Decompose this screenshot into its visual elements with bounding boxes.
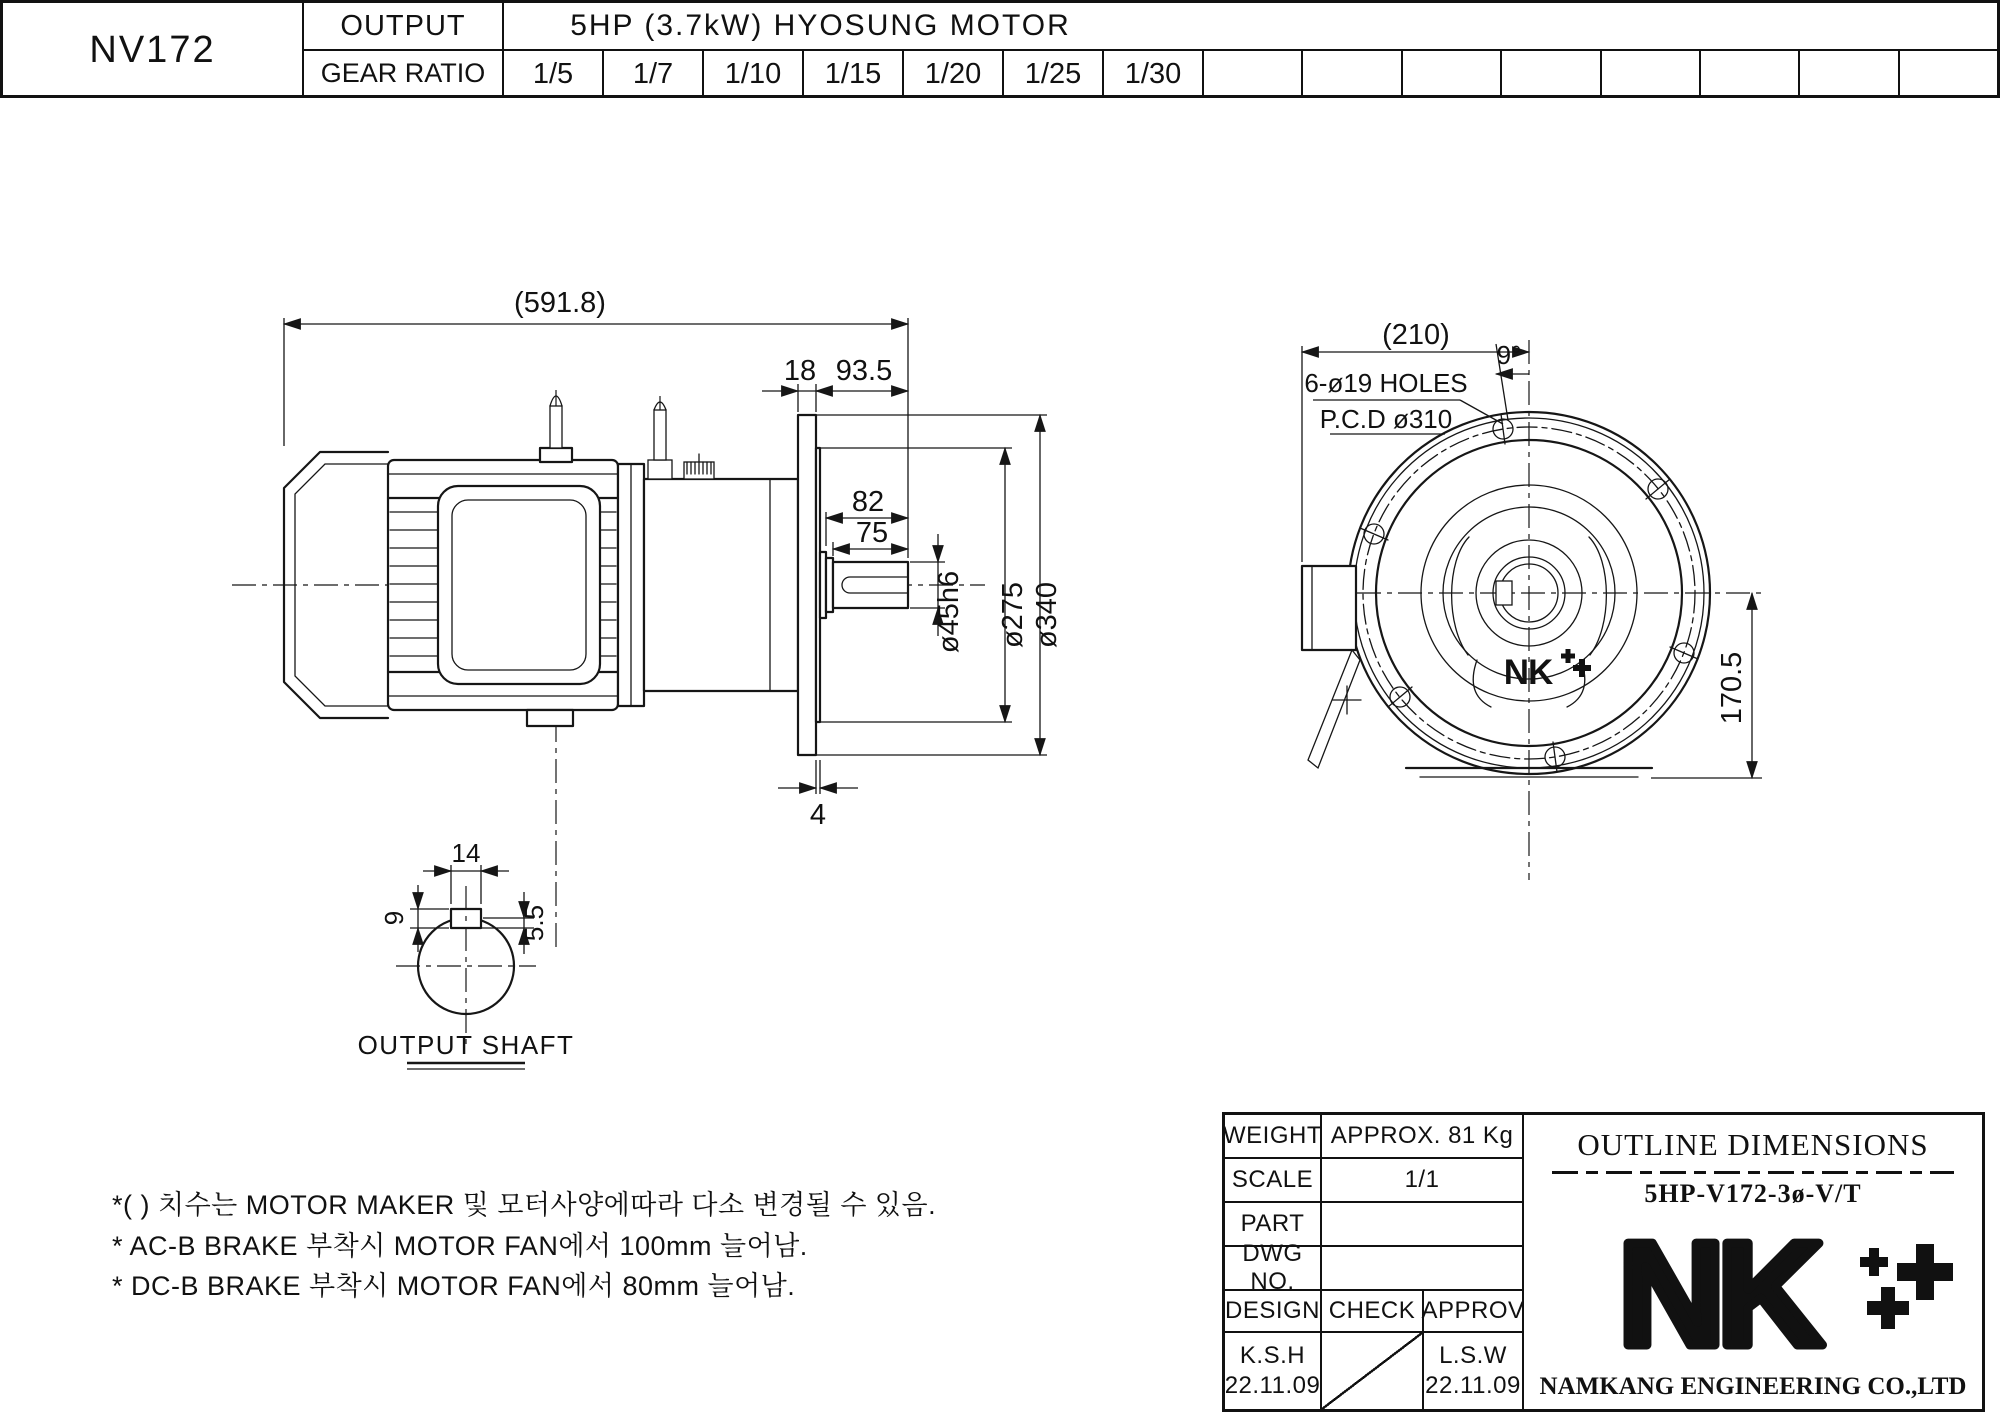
note-line: * AC-B BRAKE 부착시 MOTOR FAN에서 100mm 늘어남. [112, 1231, 808, 1261]
design-label: DESIGN [1225, 1291, 1322, 1333]
doc-subtitle: 5HP-V172-3ø-V/T [1644, 1179, 1862, 1208]
weight-value: APPROX. 81 Kg [1322, 1115, 1524, 1159]
title-block-brand [1524, 1115, 1982, 1409]
check-label: CHECK [1322, 1291, 1424, 1333]
title-block [1222, 1112, 1985, 1412]
logo-plus-icon [1897, 1244, 1953, 1300]
side-view [232, 287, 1063, 948]
part-value [1322, 1203, 1524, 1247]
dim-key-height: 9 [379, 910, 409, 926]
dim-overall-length: (591.8) [514, 287, 606, 319]
dim-spigot-diameter: ø275 [997, 581, 1029, 649]
logo-plus-icon [1867, 1287, 1909, 1329]
gear-ratio-1-10: 1/10 [704, 51, 804, 98]
gear-ratio-1-5: 1/5 [504, 51, 604, 98]
weight-label: WEIGHT [1225, 1115, 1322, 1159]
dim-key-width: 14 [451, 838, 481, 868]
approv-date: 22.11.09 [1425, 1372, 1521, 1399]
company-name: NAMKANG ENGINEERING CO.,LTD [1539, 1373, 1967, 1400]
gear-ratio-1-25: 1/25 [1004, 51, 1104, 98]
dwg-no-label: DWG NO. [1225, 1247, 1322, 1291]
approv-sign: L.S.W [1439, 1342, 1507, 1369]
logo-plus-icon [1860, 1248, 1888, 1276]
approv-signature [1424, 1333, 1524, 1409]
check-signature [1322, 1333, 1424, 1409]
design-date: 22.11.09 [1224, 1372, 1321, 1399]
gear-ratio-label: GEAR RATIO [304, 51, 504, 98]
dim-flange-thickness: 18 [783, 355, 817, 387]
approv-label: APPROV [1424, 1291, 1524, 1333]
output-label: OUTPUT [304, 3, 504, 51]
cast-logo-text: NK [1503, 653, 1553, 692]
dim-flange-diameter: ø340 [1031, 581, 1063, 649]
title-rule [1552, 1171, 1954, 1174]
note-line: * DC-B BRAKE 부착시 MOTOR FAN에서 80mm 늘어남. [112, 1271, 796, 1301]
gear-ratio-1-7: 1/7 [604, 51, 704, 98]
dim-center-to-base: 170.5 [1716, 651, 1748, 725]
hole-note-line1: 6-ø19 HOLES [1304, 368, 1468, 398]
company-logo-text: NK [1618, 1212, 1816, 1375]
dim-key-depth: 5.5 [519, 904, 549, 942]
scale-label: SCALE [1225, 1159, 1322, 1203]
part-label: PART [1225, 1203, 1322, 1247]
dim-hole-angle: 9° [1496, 340, 1522, 370]
dim-overall-width: (210) [1382, 319, 1450, 351]
dim-shaft-length: 75 [855, 517, 889, 549]
model-number: NV172 [3, 3, 304, 98]
cast-logo-plus-icon [1573, 659, 1591, 677]
front-view [1302, 319, 1762, 880]
scale-value: 1/1 [1322, 1159, 1524, 1203]
cast-logo-plus-icon [1561, 649, 1575, 663]
motor-spec: 5HP (3.7kW) HYOSUNG MOTOR [504, 3, 1997, 51]
doc-title: OUTLINE DIMENSIONS [1577, 1127, 1929, 1162]
note-line: *( ) 치수는 MOTOR MAKER 및 모터사양에따라 다소 변경될 수 있음. [112, 1190, 937, 1220]
output-shaft-detail [358, 838, 575, 1069]
hole-note-line2: P.C.D ø310 [1319, 404, 1453, 434]
dim-shaft-extension: 93.5 [835, 355, 893, 387]
gear-ratio-1-15: 1/15 [804, 51, 904, 98]
design-sign: K.S.H [1239, 1342, 1306, 1369]
dim-shaft-diameter: ø45h6 [933, 570, 965, 654]
design-signature [1225, 1333, 1322, 1409]
company-logo [1524, 1200, 1982, 1375]
dwg-no-value [1322, 1247, 1524, 1291]
output-shaft-label: OUTPUT SHAFT [357, 1030, 575, 1060]
dim-step-length: 82 [851, 486, 885, 518]
gear-ratio-1-20: 1/20 [904, 51, 1004, 98]
gear-ratio-1-30: 1/30 [1104, 51, 1204, 98]
dim-plate-thickness: 4 [809, 799, 827, 831]
